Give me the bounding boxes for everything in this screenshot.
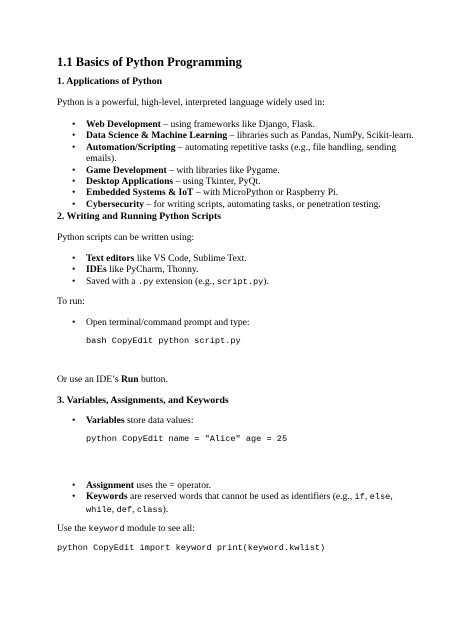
section-heading: 2. Writing and Running Python Scripts (57, 211, 222, 222)
page-title: 1.1 Basics of Python Programming (57, 55, 242, 69)
paragraph: To run: (57, 296, 85, 307)
list-item: • Open terminal/command prompt and type: (72, 317, 250, 328)
list-item: • Text editors like VS Code, Sublime Text. (72, 253, 247, 264)
list-item: • Embedded Systems & IoT – with MicroPython or Raspberry Pi. (72, 187, 339, 199)
list-item: • Desktop Applications – using Tkinter, PyQt. (72, 176, 261, 188)
list-item: • Data Science & Machine Learning – libraries such as Pandas, NumPy, Scikit-learn. (72, 130, 414, 142)
paragraph: Python is a powerful, high-level, interpreted language widely used in: (57, 97, 325, 108)
list-item: • Automation/Scripting – automating repetitive tasks (e.g., file handling, sending emails). (72, 141, 397, 165)
code-block: bash CopyEdit python script.py (86, 336, 241, 346)
list-item: • Variables store data values: (72, 415, 194, 426)
list-item: • Saved with a .py extension (e.g., script.py). (72, 275, 269, 287)
terms-list (72, 480, 393, 516)
list-item: • Game Development – with libraries like Pygame. (72, 164, 280, 176)
paragraph: Python scripts can be written using: (57, 232, 195, 243)
code-block: python CopyEdit import keyword print(keyword.kwlist) (57, 543, 326, 553)
section-heading: 3. Variables, Assignments, and Keywords (57, 395, 229, 406)
applications-list (72, 119, 414, 210)
editors-list (72, 253, 269, 288)
paragraph: Or use an IDE’s Run button. (57, 374, 168, 385)
paragraph: Use the keyword module to see all: (57, 523, 195, 534)
code-block: python CopyEdit name = "Alice" age = 25 (86, 434, 288, 444)
list-item: • Cybersecurity – for writing scripts, automating tasks, or penetration testing. (72, 198, 381, 210)
list-item: • IDEs like PyCharm, Thonny. (72, 264, 199, 276)
list-item: • Keywords are reserved words that cannot be used as identifiers (e.g., if, else, while, def, class). (72, 491, 393, 515)
run-list (72, 317, 250, 328)
section-heading: 1. Applications of Python (57, 76, 163, 87)
variables-list (72, 415, 194, 426)
list-item: • Assignment uses the = operator. (72, 480, 212, 491)
list-item: • Web Development – using frameworks like Django, Flask. (72, 119, 315, 130)
